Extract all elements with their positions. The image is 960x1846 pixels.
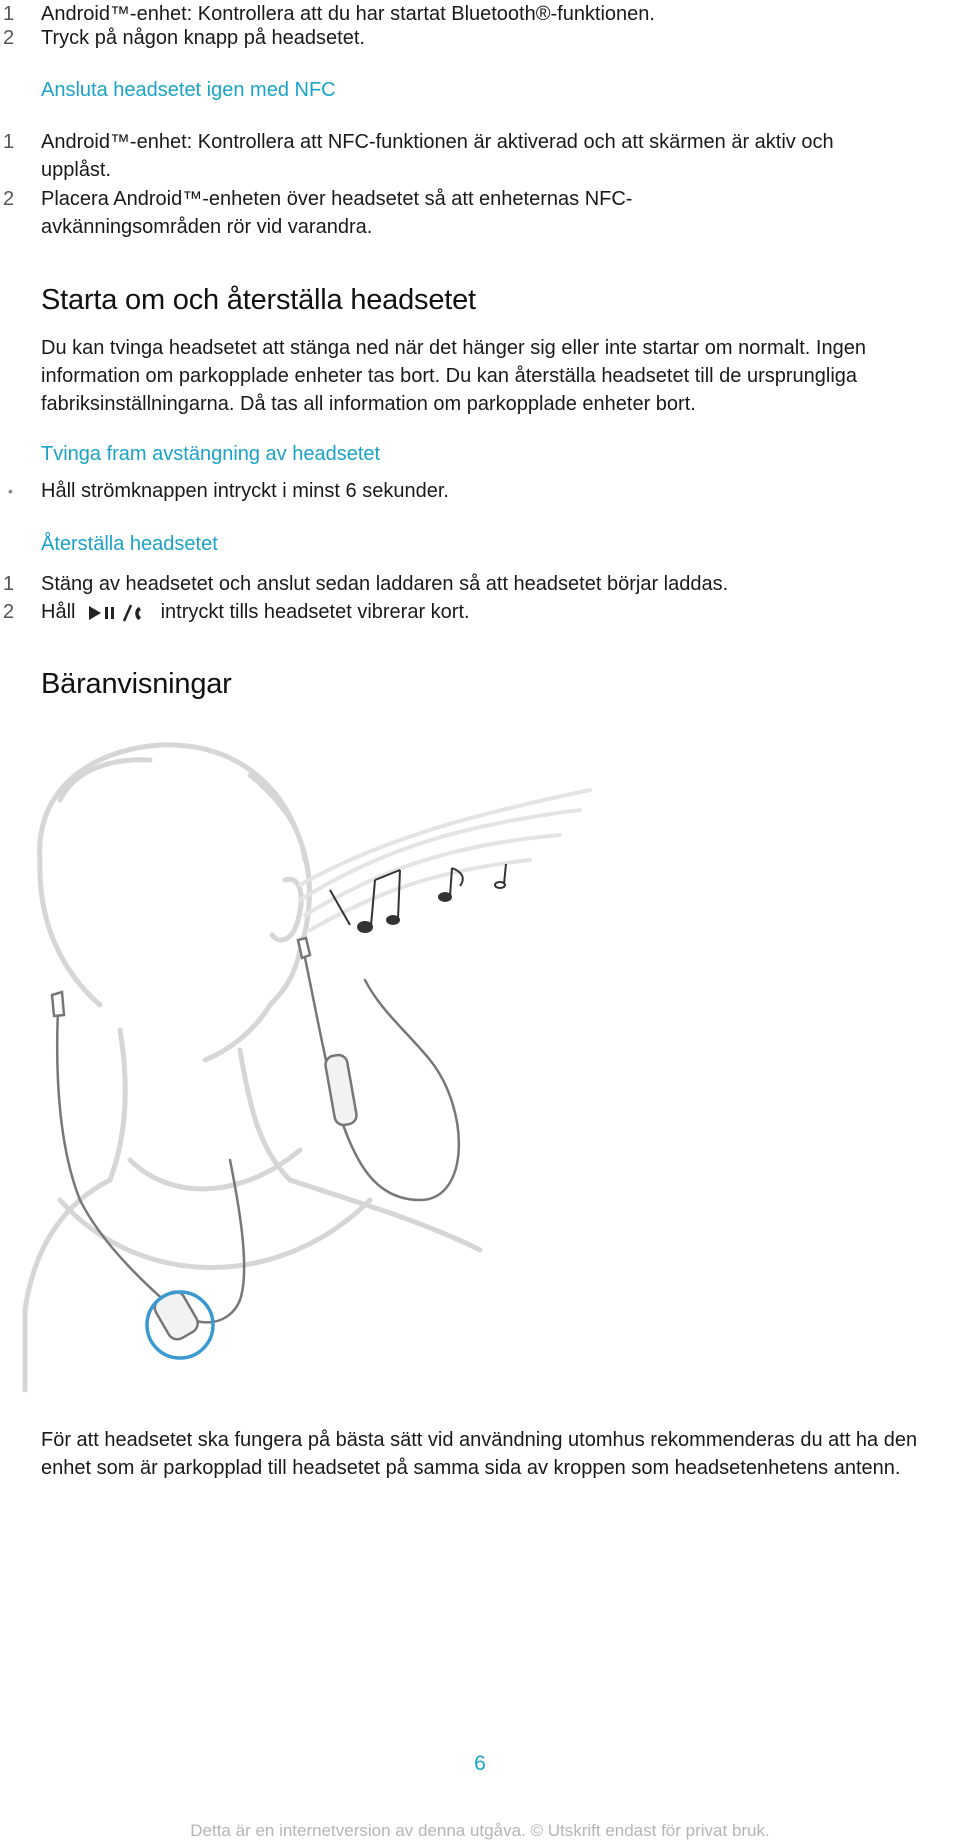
- section-title-wearing: Bäranvisningar: [41, 668, 232, 700]
- footer-note: Detta är en internetversion av denna utgåva. © Utskrift endast för privat bruk.: [190, 1821, 770, 1840]
- step-text: Placera Android™-enheten över headsetet så att enheternas NFC-avkänningsområden rör vid varandra.: [41, 188, 633, 238]
- step-text: Android™-enhet: Kontrollera att NFC-funktionen är aktiverad och att skärmen är aktiv och upplåst.: [41, 131, 834, 181]
- section-title-restart: Starta om och återställa headsetet: [41, 284, 476, 316]
- force-shutdown-bullet: Håll strömknappen intryckt i minst 6 sekunder.: [41, 480, 449, 502]
- bullet-mark: •: [8, 483, 13, 499]
- reset-heading: Återställa headsetet: [41, 533, 218, 555]
- headset-wearing-illustration: [0, 730, 600, 1410]
- play-pause-call-icon: [87, 603, 149, 631]
- wearing-caption: För att headsetet ska fungera på bästa sätt vid användning utomhus rekommenderas du att ha den enhet som är parkopplad till headsetet på samma sida av kroppen som headsetenhetens antenn.: [41, 1429, 918, 1479]
- step-text: Tryck på någon knapp på headsetet.: [41, 27, 365, 49]
- page-number: 6: [474, 1752, 486, 1775]
- step-text: Stäng av headsetet och anslut sedan laddaren så att headsetet börjar laddas.: [41, 573, 729, 595]
- step-prefix: Håll: [41, 601, 76, 623]
- step-number: 1: [3, 131, 15, 153]
- step-number: 1: [3, 573, 15, 595]
- nfc-heading: Ansluta headsetet igen med NFC: [41, 79, 336, 101]
- step-suffix: intryckt tills headsetet vibrerar kort.: [160, 601, 470, 623]
- step-number: 2: [3, 188, 15, 210]
- step-text: [41, 598, 941, 631]
- step-number: 2: [3, 27, 15, 49]
- step-number: 2: [3, 601, 15, 623]
- restart-intro: Du kan tvinga headsetet att stänga ned när det hänger sig eller inte startar om normalt. Ingen information om parkopplade enheter tas bort. Du kan återställa headsetet till de ursprungliga fabriksinställningarna. Då tas all information om parkopplade enheter bort.: [41, 337, 866, 415]
- force-shutdown-heading: Tvinga fram avstängning av headsetet: [41, 443, 381, 465]
- step-number: 1: [3, 3, 15, 25]
- step-text: Android™-enhet: Kontrollera att du har startat Bluetooth®-funktionen.: [41, 3, 655, 25]
